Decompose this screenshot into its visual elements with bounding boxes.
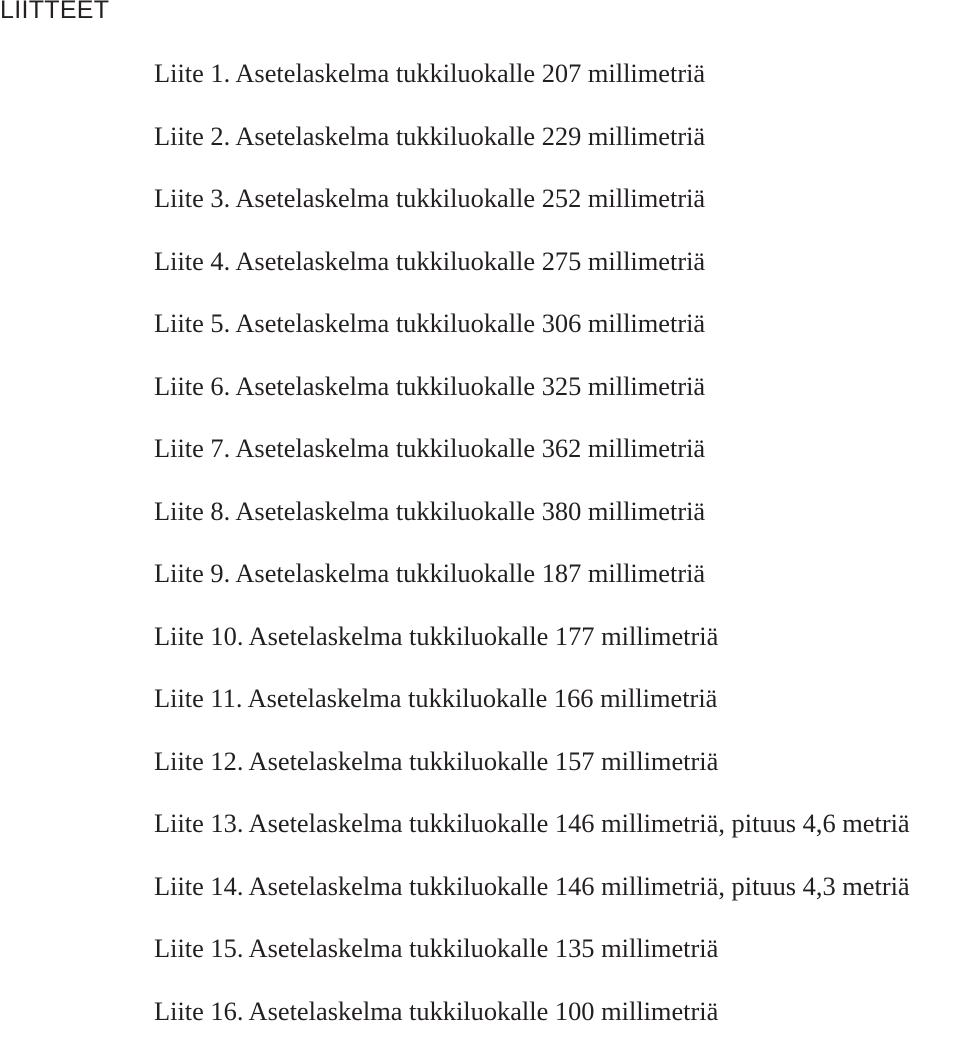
appendix-item-9: Liite 9. Asetelaskelma tukkiluokalle 187 millimetriä (154, 554, 910, 617)
appendix-item-3: Liite 3. Asetelaskelma tukkiluokalle 252 millimetriä (154, 179, 910, 242)
appendix-item-6: Liite 6. Asetelaskelma tukkiluokalle 325 millimetriä (154, 367, 910, 430)
page-title: LIITTEET (0, 0, 109, 26)
appendix-item-13: Liite 13. Asetelaskelma tukkiluokalle 146 millimetriä, pituus 4,6 metriä (154, 804, 910, 867)
appendix-item-1: Liite 1. Asetelaskelma tukkiluokalle 207 millimetriä (154, 54, 910, 117)
appendix-item-10: Liite 10. Asetelaskelma tukkiluokalle 177 millimetriä (154, 617, 910, 680)
appendix-item-2: Liite 2. Asetelaskelma tukkiluokalle 229 millimetriä (154, 117, 910, 180)
appendix-item-16: Liite 16. Asetelaskelma tukkiluokalle 100 millimetriä (154, 992, 910, 1054)
appendix-item-14: Liite 14. Asetelaskelma tukkiluokalle 146 millimetriä, pituus 4,3 metriä (154, 867, 910, 930)
appendix-list (154, 54, 910, 1054)
appendix-item-5: Liite 5. Asetelaskelma tukkiluokalle 306 millimetriä (154, 304, 910, 367)
appendix-item-15: Liite 15. Asetelaskelma tukkiluokalle 135 millimetriä (154, 929, 910, 992)
appendix-item-4: Liite 4. Asetelaskelma tukkiluokalle 275 millimetriä (154, 242, 910, 305)
appendix-item-11: Liite 11. Asetelaskelma tukkiluokalle 166 millimetriä (154, 679, 910, 742)
appendix-item-8: Liite 8. Asetelaskelma tukkiluokalle 380 millimetriä (154, 492, 910, 555)
appendix-item-12: Liite 12. Asetelaskelma tukkiluokalle 157 millimetriä (154, 742, 910, 805)
appendix-item-7: Liite 7. Asetelaskelma tukkiluokalle 362 millimetriä (154, 429, 910, 492)
